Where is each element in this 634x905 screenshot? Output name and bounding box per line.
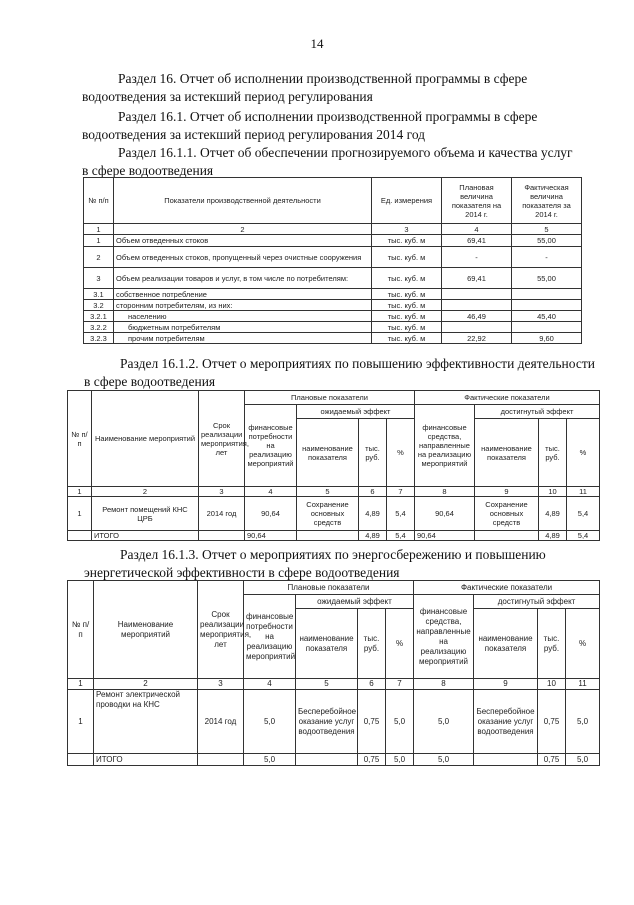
row-unit: тыс. куб. м xyxy=(372,268,442,289)
header-expected: ожидаемый эффект xyxy=(296,595,414,609)
table-row xyxy=(84,300,582,311)
header-ind-name: наименование показателя xyxy=(474,609,538,679)
header-rub: тыс. руб. xyxy=(359,419,387,487)
header-rub: тыс. руб. xyxy=(538,609,566,679)
section-16-1-3-heading: Раздел 16.1.3. Отчет о мероприятиях по энергосбережению и повышению энергетической эффективности в сфере водоотведения xyxy=(84,547,546,580)
total-row xyxy=(68,754,600,766)
total-plan-fin: 90,64 xyxy=(245,531,297,541)
row-rub: 0,75 xyxy=(538,690,566,754)
row-unit: тыс. куб. м xyxy=(372,289,442,300)
header-plan: Плановая величина показателя на 2014 г. xyxy=(442,178,512,224)
row-fact: 9,60 xyxy=(512,333,582,344)
table-row xyxy=(84,289,582,300)
energy-saving-table xyxy=(67,580,600,766)
column-number-row xyxy=(68,679,600,690)
col-number: 2 xyxy=(94,679,198,690)
col-number: 3 xyxy=(198,679,244,690)
row-name: Объем отведенных стоков, пропущенный через очистные сооружения xyxy=(114,247,372,268)
empty-cell xyxy=(68,531,92,541)
col-number: 11 xyxy=(567,487,600,497)
table-row xyxy=(84,311,582,322)
header-achieved: достигнутый эффект xyxy=(475,405,600,419)
total-pct: 5,4 xyxy=(387,531,415,541)
table-row xyxy=(84,235,582,247)
row-fact: - xyxy=(512,247,582,268)
total-rub: 4,89 xyxy=(359,531,387,541)
col-number: 11 xyxy=(566,679,600,690)
col-number: 5 xyxy=(297,487,359,497)
row-rub: 4,89 xyxy=(359,497,387,531)
col-number: 5 xyxy=(296,679,358,690)
row-plan-fin: 5,0 xyxy=(244,690,296,754)
row-effect: Сохранение основных средств xyxy=(475,497,539,531)
row-unit: тыс. куб. м xyxy=(372,247,442,268)
header-achieved: достигнутый эффект xyxy=(474,595,600,609)
header-rub: тыс. руб. xyxy=(539,419,567,487)
table-row xyxy=(68,497,600,531)
table-row xyxy=(84,333,582,344)
row-fact-fin: 90,64 xyxy=(415,497,475,531)
header-plan-group: Плановые показатели xyxy=(245,391,415,405)
header-fact-fin: финансовые средства, направленные на реализацию мероприятий xyxy=(415,405,475,487)
row-name: бюджетным потребителям xyxy=(114,322,372,333)
section-16-heading: Раздел 16. Отчет об исполнении производственной программы в сфере водоотведения за истекший период регулирования xyxy=(82,71,528,104)
row-num: 3.2.2 xyxy=(84,322,114,333)
row-pct: 5,4 xyxy=(387,497,415,531)
row-plan-fin: 90,64 xyxy=(245,497,297,531)
col-number: 5 xyxy=(512,224,582,235)
production-volume-table xyxy=(83,177,582,344)
table-row xyxy=(84,247,582,268)
row-num: 3.2.3 xyxy=(84,333,114,344)
total-pct: 5,0 xyxy=(566,754,600,766)
total-rub: 0,75 xyxy=(358,754,386,766)
row-rub: 0,75 xyxy=(358,690,386,754)
row-pct: 5,0 xyxy=(386,690,414,754)
row-num: 3.2 xyxy=(84,300,114,311)
total-rub: 0,75 xyxy=(538,754,566,766)
table-header-row xyxy=(68,581,600,595)
row-name: Ремонт электрической проводки на КНС xyxy=(94,690,198,754)
section-16-1-1-heading: Раздел 16.1.1. Отчет об обеспечении прогнозируемого объема и качества услуг в сфере водоотведения xyxy=(82,145,573,178)
row-plan: 69,41 xyxy=(442,268,512,289)
empty-cell xyxy=(474,754,538,766)
empty-cell xyxy=(297,531,359,541)
header-unit: Ед. измерения xyxy=(372,178,442,224)
empty-cell xyxy=(296,754,358,766)
row-name: Ремонт помещений КНС ЦРБ xyxy=(92,497,199,531)
col-number: 10 xyxy=(539,487,567,497)
row-plan: 69,41 xyxy=(442,235,512,247)
empty-cell xyxy=(475,531,539,541)
row-pct: 5,4 xyxy=(567,497,600,531)
column-number-row xyxy=(84,224,582,235)
row-plan xyxy=(442,322,512,333)
header-ind-name: наименование показателя xyxy=(296,609,358,679)
header-pct: % xyxy=(567,419,600,487)
col-number: 3 xyxy=(372,224,442,235)
row-name: сторонним потребителям, из них: xyxy=(114,300,372,311)
efficiency-measures-table xyxy=(67,390,600,541)
header-indicator: Показатели производственной деятельности xyxy=(114,178,372,224)
total-fact-fin: 90,64 xyxy=(415,531,475,541)
col-number: 4 xyxy=(245,487,297,497)
header-fact: Фактическая величина показателя за 2014 г. xyxy=(512,178,582,224)
empty-cell xyxy=(199,531,245,541)
header-fact-group: Фактические показатели xyxy=(414,581,600,595)
col-number: 8 xyxy=(414,679,474,690)
total-label: ИТОГО xyxy=(92,531,199,541)
section-16-1-heading: Раздел 16.1. Отчет об исполнении производственной программы в сфере водоотведения за истекший период регулирования 2014 год xyxy=(82,109,538,142)
col-number: 8 xyxy=(415,487,475,497)
header-expected: ожидаемый эффект xyxy=(297,405,415,419)
row-name: прочим потребителям xyxy=(114,333,372,344)
row-plan xyxy=(442,289,512,300)
col-number: 2 xyxy=(92,487,199,497)
header-pct: % xyxy=(386,609,414,679)
row-name: населению xyxy=(114,311,372,322)
col-number: 7 xyxy=(387,487,415,497)
total-pct: 5,0 xyxy=(386,754,414,766)
row-plan: 46,49 xyxy=(442,311,512,322)
col-number: 1 xyxy=(68,487,92,497)
row-pct: 5,0 xyxy=(566,690,600,754)
row-name: собственное потребление xyxy=(114,289,372,300)
col-number: 4 xyxy=(244,679,296,690)
header-term: Срок реализации мероприятия, лет xyxy=(199,391,245,487)
table-row xyxy=(84,322,582,333)
col-number: 9 xyxy=(474,679,538,690)
total-rub: 4,89 xyxy=(539,531,567,541)
row-plan: - xyxy=(442,247,512,268)
row-num: 2 xyxy=(84,247,114,268)
row-num: 1 xyxy=(84,235,114,247)
col-number: 7 xyxy=(386,679,414,690)
header-rub: тыс. руб. xyxy=(358,609,386,679)
col-number: 10 xyxy=(538,679,566,690)
row-fact: 55,00 xyxy=(512,268,582,289)
row-term: 2014 год xyxy=(198,690,244,754)
header-name: Наименование мероприятий xyxy=(92,391,199,487)
col-number: 1 xyxy=(84,224,114,235)
row-effect: Бесперебойное оказание услуг водоотведения xyxy=(474,690,538,754)
row-name: Объем отведенных стоков xyxy=(114,235,372,247)
header-pct: % xyxy=(387,419,415,487)
header-fact-group: Фактические показатели xyxy=(415,391,600,405)
header-num: № п/п xyxy=(68,391,92,487)
header-term: Срок реализации мероприятия, лет xyxy=(198,581,244,679)
col-number: 1 xyxy=(68,679,94,690)
row-num: 3 xyxy=(84,268,114,289)
total-pct: 5,4 xyxy=(567,531,600,541)
header-pct: % xyxy=(566,609,600,679)
row-num: 3.2.1 xyxy=(84,311,114,322)
total-label: ИТОГО xyxy=(94,754,198,766)
row-unit: тыс. куб. м xyxy=(372,300,442,311)
total-fact-fin: 5,0 xyxy=(414,754,474,766)
row-fact-fin: 5,0 xyxy=(414,690,474,754)
col-number: 9 xyxy=(475,487,539,497)
row-term: 2014 год xyxy=(199,497,245,531)
table-header-row xyxy=(68,391,600,405)
page-number: 14 xyxy=(310,36,324,51)
row-unit: тыс. куб. м xyxy=(372,322,442,333)
row-unit: тыс. куб. м xyxy=(372,311,442,322)
row-fact xyxy=(512,322,582,333)
row-fact xyxy=(512,289,582,300)
row-num: 1 xyxy=(68,497,92,531)
row-plan xyxy=(442,300,512,311)
row-plan: 22,92 xyxy=(442,333,512,344)
row-fact: 45,40 xyxy=(512,311,582,322)
header-name: Наименование мероприятий xyxy=(94,581,198,679)
row-unit: тыс. куб. м xyxy=(372,333,442,344)
row-fact: 55,00 xyxy=(512,235,582,247)
header-ind-name: наименование показателя xyxy=(297,419,359,487)
table-row xyxy=(84,268,582,289)
row-num: 3.1 xyxy=(84,289,114,300)
col-number: 4 xyxy=(442,224,512,235)
row-unit: тыс. куб. м xyxy=(372,235,442,247)
total-row xyxy=(68,531,600,541)
col-number: 3 xyxy=(199,487,245,497)
header-plan-group: Плановые показатели xyxy=(244,581,414,595)
total-plan-fin: 5,0 xyxy=(244,754,296,766)
column-number-row xyxy=(68,487,600,497)
header-num: № п/п xyxy=(84,178,114,224)
section-16-1-2-heading: Раздел 16.1.2. Отчет о мероприятиях по повышению эффективности деятельности в сфере водоотведения xyxy=(84,356,595,389)
col-number: 6 xyxy=(358,679,386,690)
row-name: Объем реализации товаров и услуг, в том числе по потребителям: xyxy=(114,268,372,289)
col-number: 2 xyxy=(114,224,372,235)
row-effect: Бесперебойное оказание услуг водоотведения xyxy=(296,690,358,754)
row-effect: Сохранение основных средств xyxy=(297,497,359,531)
empty-cell xyxy=(198,754,244,766)
empty-cell xyxy=(68,754,94,766)
header-num: № п/п xyxy=(68,581,94,679)
header-plan-fin: финансовые потребности на реализацию мероприятий xyxy=(245,405,297,487)
row-rub: 4,89 xyxy=(539,497,567,531)
header-plan-fin: финансовые потребности на реализацию мероприятий xyxy=(244,595,296,679)
header-fact-fin: финансовые средства, направленные на реализацию мероприятий xyxy=(414,595,474,679)
col-number: 6 xyxy=(359,487,387,497)
row-fact xyxy=(512,300,582,311)
row-num: 1 xyxy=(68,690,94,754)
table-row xyxy=(68,690,600,754)
table-header-row xyxy=(84,178,582,224)
header-ind-name: наименование показателя xyxy=(475,419,539,487)
